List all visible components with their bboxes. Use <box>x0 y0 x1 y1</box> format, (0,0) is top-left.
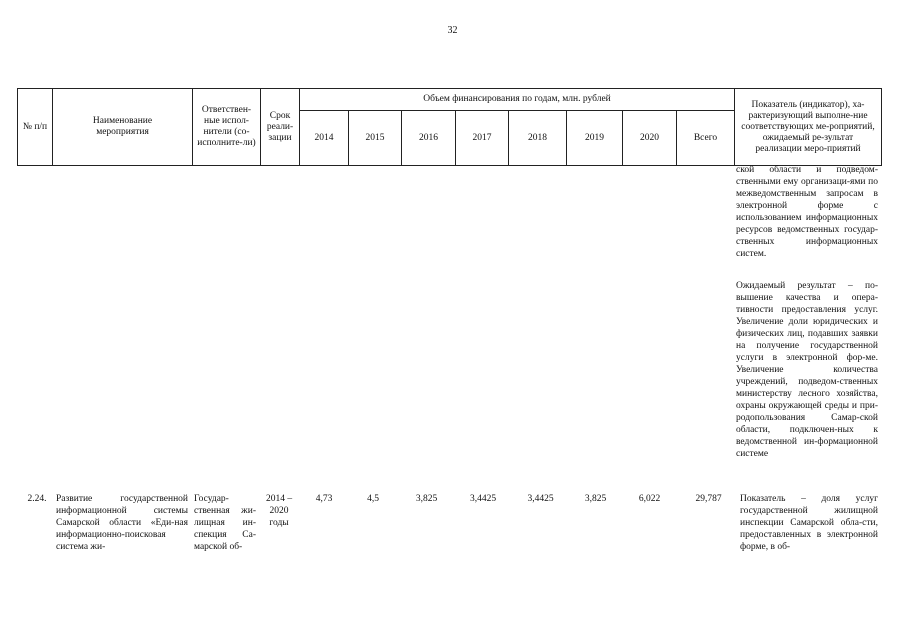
header-year: 2018 <box>528 132 547 143</box>
header-indicator: Показатель (индикатор), ха-рактеризующий выполне-ние соответствующих ме-роприятий, ожидаемый ре-зультат реализации меро-приятий <box>741 99 875 154</box>
indicator-continued-text: ской области и подведом-ственными ему организаци-ями по межведомственным запросам в электронной форме с использованием информационных ресурсов ведомственных государ-ственных информационных систем. <box>736 165 878 259</box>
header-year: 2020 <box>640 132 659 143</box>
row-name: Развитие государственной информационной системы Самарской области «Еди-ная информационно-поисковая система жи- <box>56 494 188 552</box>
header-responsible: Ответствен-ные испол-нители (со-исполните-ли) <box>197 105 256 148</box>
header-year: 2015 <box>365 132 385 143</box>
header-total: Всего <box>693 132 718 143</box>
value-2015: 4,5 <box>367 494 379 504</box>
header-funding: Объем финансирования по годам, млн. рублей <box>423 94 611 104</box>
header-year: 2019 <box>585 132 604 143</box>
row-indicator: Показатель – доля услуг государственной жилищной инспекции Самарской обла-сти, предоставленных в электронной форме, в об- <box>740 494 878 552</box>
header-number: № п/п <box>22 121 48 132</box>
row-number: 2.24. <box>27 494 47 504</box>
expected-result-text: Ожидаемый результат – по-вышение качества и опера-тивности предоставления услуг. Увеличение доли юридических и физических лиц, подавших заявки на получение государственной услуги в электронной фор-ме. Увеличение количества учреждений, подведом-ственных министерству лесного хозяйства, охраны окружающей среды и при-родопользования Самар-ской области, подключен-ных к ведомственной ин-формационной системе <box>736 281 878 459</box>
value-2018: 3,4425 <box>527 494 554 504</box>
header-year: 2016 <box>419 132 438 143</box>
page-number: 32 <box>447 25 458 36</box>
value-total: 29,787 <box>695 494 722 504</box>
header-year: 2014 <box>314 132 334 143</box>
row-responsible: Государ-ственная жи-лищная ин-спекция Са-марской об- <box>194 494 256 552</box>
value-2014: 4,73 <box>315 494 333 504</box>
header-year: 2017 <box>472 132 492 143</box>
value-2016: 3,825 <box>415 494 438 504</box>
value-2019: 3,825 <box>584 494 607 504</box>
header-name: Наименование мероприятия <box>92 116 153 137</box>
header-term: Срок реали-зации <box>266 110 294 143</box>
row-term: 2014 – 2020 годы <box>265 494 293 528</box>
table-header <box>17 88 882 166</box>
value-2020: 6,022 <box>638 494 661 504</box>
value-2017: 3,4425 <box>469 494 497 504</box>
